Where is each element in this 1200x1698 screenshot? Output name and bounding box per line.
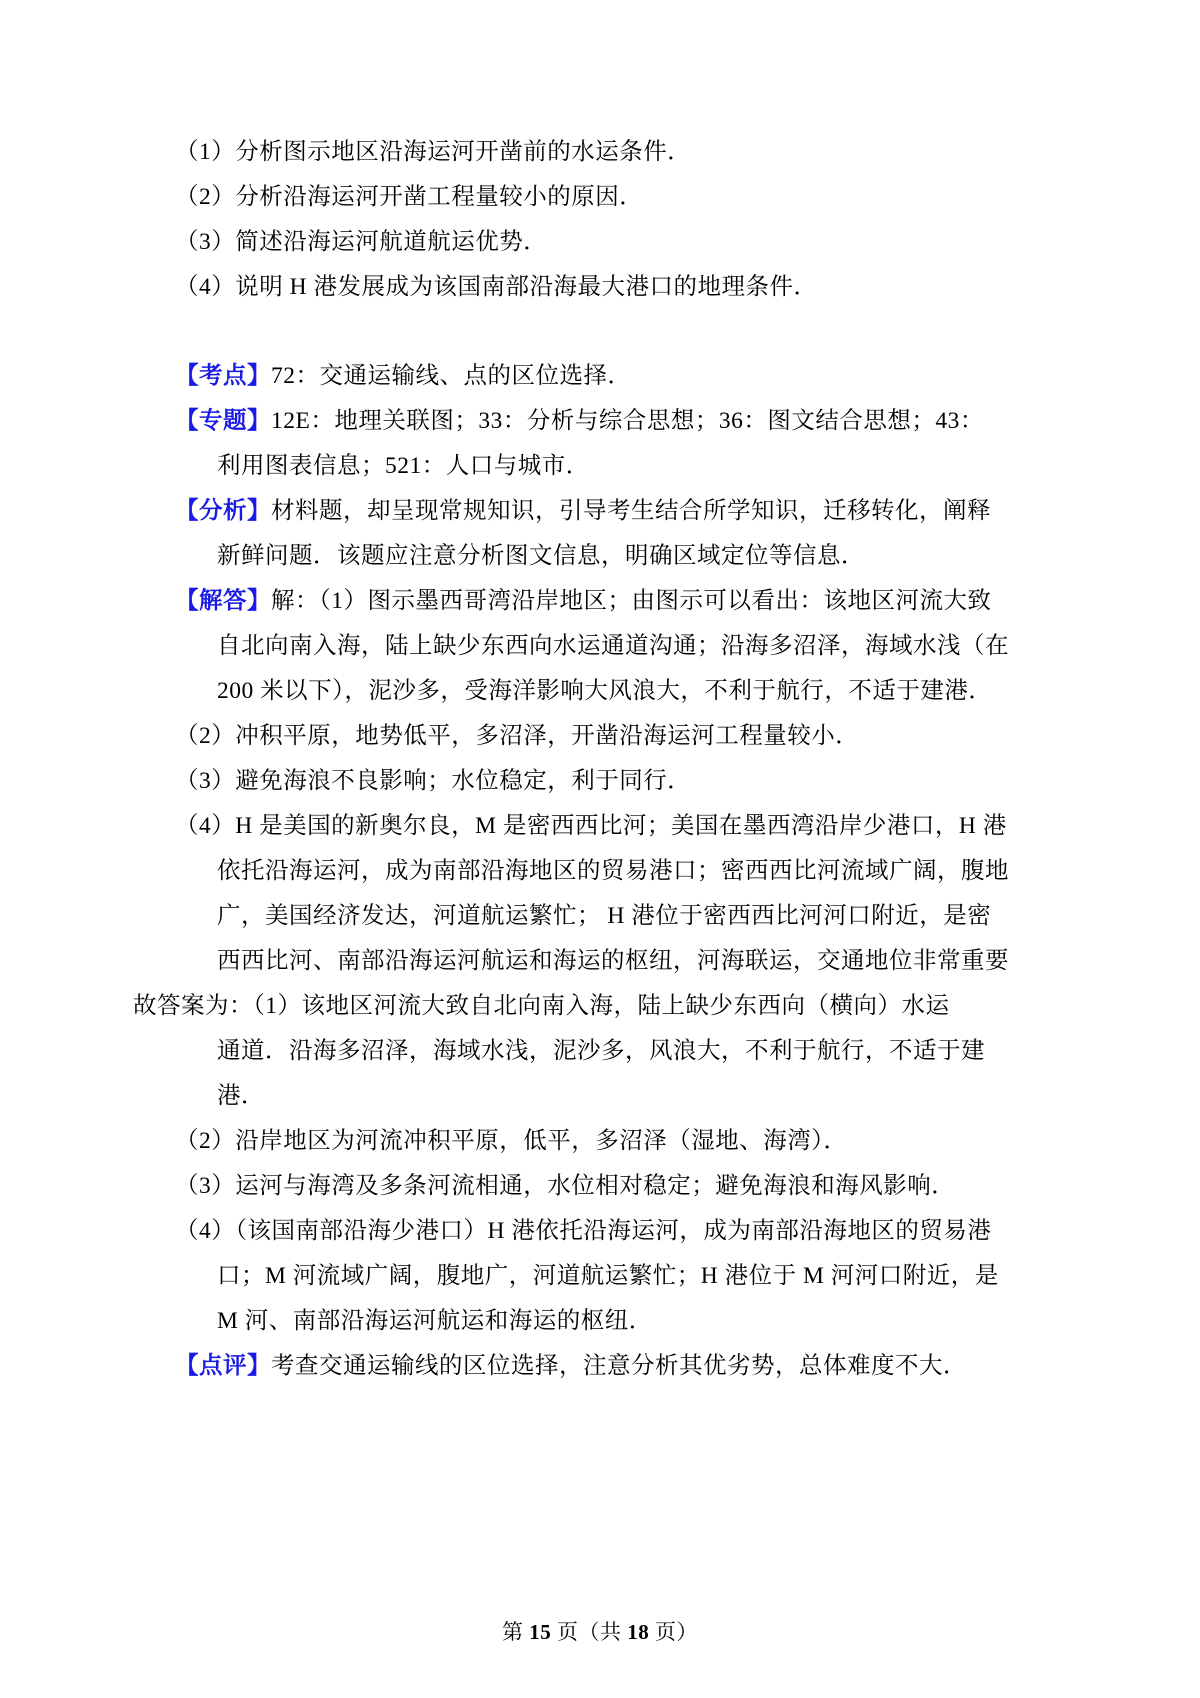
section-text-dianping: 考查交通运输线的区位选择，注意分析其优劣势，总体难度不大． <box>271 1353 967 1379</box>
spacer <box>175 310 1080 354</box>
question-list <box>175 130 1080 310</box>
final-item-4-line-3: M 河、南部沿海运河航运和海运的枢纽． <box>217 1308 653 1334</box>
footer-page-number: 15 <box>529 1620 552 1644</box>
question-item-1: （1）分析图示地区沿海运河开凿前的水运条件． <box>175 139 692 165</box>
question-item-4: （4）说明 H 港发展成为该国南部沿海最大港口的地理条件． <box>175 274 818 300</box>
section-jieda-line-3: 200 米以下），泥沙多，受海洋影响大风浪大，不利于航行，不适于建港． <box>217 678 993 704</box>
section-tag-zhuanti: 【专题】 <box>175 408 271 434</box>
answer-item-4: （4）H 是美国的新奥尔良，M 是密西西比河；美国在墨西湾沿岸少港口，H 港 <box>175 813 1007 839</box>
answer-item-4-line-2: 依托沿海运河，成为南部沿海地区的贸易港口；密西西比河流域广阔，腹地 <box>217 858 1009 884</box>
footer-prefix: 第 <box>502 1620 530 1644</box>
answer-item-2: （2）冲积平原，地势低平，多沼泽，开凿沿海运河工程量较小． <box>175 723 860 749</box>
final-answer-line-3: 港． <box>217 1083 265 1109</box>
section-tag-kaodian: 【考点】 <box>175 363 271 389</box>
section-fenxi-line-2: 新鲜问题．该题应注意分析图文信息，明确区域定位等信息． <box>217 543 865 569</box>
section-kaodian <box>175 354 1080 399</box>
section-text-kaodian: 72：交通运输线、点的区位选择． <box>271 363 632 389</box>
section-tag-dianping: 【点评】 <box>175 1353 271 1379</box>
footer-middle: 页（共 <box>551 1620 628 1644</box>
section-zhuanti <box>175 399 1080 444</box>
section-dianping <box>175 1344 1080 1389</box>
final-item-2: （2）沿岸地区为河流冲积平原，低平，多沼泽（湿地、海湾）． <box>175 1128 848 1154</box>
section-tag-jieda: 【解答】 <box>175 588 271 614</box>
final-item-4-line-2: 口；M 河流域广阔，腹地广，河道航运繁忙；H 港位于 M 河河口附近，是 <box>217 1263 999 1289</box>
final-item-4: （4）（该国南部沿海少港口）H 港依托沿海运河，成为南部沿海地区的贸易港 <box>175 1218 992 1244</box>
section-jieda-line-2: 自北向南入海，陆上缺少东西向水运通道沟通；沿海多沼泽，海域水浅（在 <box>217 633 1009 659</box>
answer-item-4-line-4: 西西比河、南部沿海运河航运和海运的枢纽，河海联运，交通地位非常重要 <box>217 948 1009 974</box>
final-answer-line-2: 通道．沿海多沼泽，海域水浅，泥沙多，风浪大，不利于航行，不适于建 <box>217 1038 985 1064</box>
page-footer <box>0 1616 1200 1646</box>
final-answer-first-line: 故答案为：（1）该地区河流大致自北向南入海，陆上缺少东西向（横向）水运 <box>133 993 950 1019</box>
section-text-fenxi: 材料题，却呈现常规知识，引导考生结合所学知识，迁移转化，阐释 <box>271 498 991 524</box>
answer-item-3: （3）避免海浪不良影响；水位稳定，利于同行． <box>175 768 692 794</box>
section-jieda <box>175 579 1080 624</box>
section-text-jieda: 解：（1）图示墨西哥湾沿岸地区；由图示可以看出：该地区河流大致 <box>271 588 992 614</box>
question-item-3: （3）简述沿海运河航道航运优势． <box>175 229 548 255</box>
section-tag-fenxi: 【分析】 <box>175 498 271 524</box>
section-text-zhuanti: 12E：地理关联图；33：分析与综合思想；36：图文结合思想；43： <box>271 408 984 434</box>
footer-total-pages: 18 <box>627 1620 650 1644</box>
section-zhuanti-line-2: 利用图表信息；521：人口与城市． <box>217 453 590 479</box>
footer-suffix: 页） <box>649 1620 698 1644</box>
question-item-2: （2）分析沿海运河开凿工程量较小的原因． <box>175 184 644 210</box>
final-item-3: （3）运河与海湾及多条河流相通，水位相对稳定；避免海浪和海风影响． <box>175 1173 956 1199</box>
section-fenxi <box>175 489 1080 534</box>
answer-item-4-line-3: 广，美国经济发达，河道航运繁忙； H 港位于密西西比河河口附近，是密 <box>217 903 992 929</box>
